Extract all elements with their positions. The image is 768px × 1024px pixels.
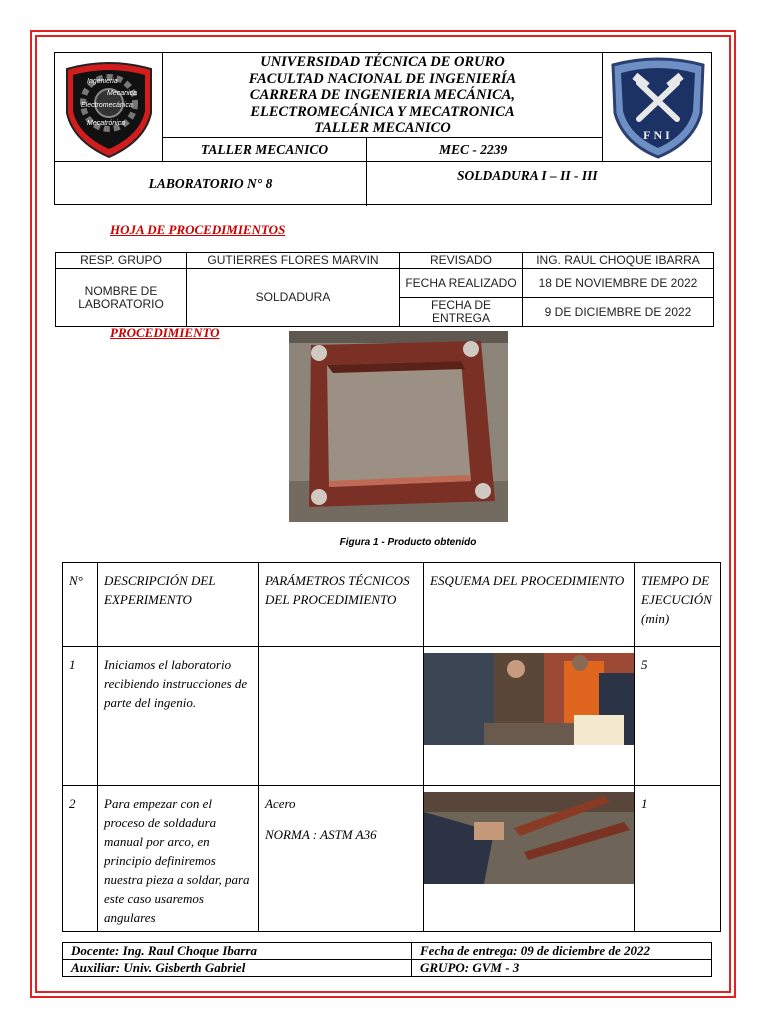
procedure-table bbox=[62, 562, 721, 932]
faculty-shield-logo bbox=[55, 53, 163, 161]
title-line-3: CARRERA DE INGENIERIA MECÁNICA, bbox=[249, 87, 516, 103]
fecha-entrega-value: 9 DE DICIEMBRE DE 2022 bbox=[523, 298, 714, 327]
table-row bbox=[63, 786, 721, 932]
footer-auxiliar: Auxiliar: Univ. Gisberth Gabriel bbox=[63, 960, 412, 977]
footer-docente: Docente: Ing. Raul Choque Ibarra bbox=[63, 943, 412, 960]
revisado-value: ING. RAUL CHOQUE IBARRA bbox=[523, 253, 714, 269]
footer-fecha-entrega: Fecha de entrega: 09 de diciembre de 2022 bbox=[412, 943, 712, 960]
row-2-params bbox=[259, 786, 424, 932]
lab-topic: SOLDADURA I – II - III bbox=[457, 168, 598, 183]
row-1-num: 1 bbox=[63, 647, 98, 786]
resp-label: RESP. GRUPO bbox=[56, 253, 187, 269]
university-title bbox=[163, 53, 602, 137]
title-line-2: FACULTAD NACIONAL DE INGENIERÍA bbox=[248, 70, 517, 87]
procedimiento-title: PROCEDIMIENTO bbox=[110, 325, 220, 340]
row-1-scheme bbox=[424, 647, 635, 786]
footer-grupo: GRUPO: GVM - 3 bbox=[412, 960, 712, 977]
row-2-time: 1 bbox=[635, 786, 721, 932]
lab-name-label: NOMBRE DE LABORATORIO bbox=[56, 269, 187, 327]
logo-text-mecatronica: Mecatrónica bbox=[87, 120, 126, 127]
row-1-desc: Iniciamos el laboratorio recibiendo instrucciones de parte del ingenio. bbox=[98, 647, 259, 786]
row-2-desc: Para empezar con el proceso de soldadura manual por arco, en principio definiremos nuestra pieza a soldar, para este caso usaremos angulares bbox=[98, 786, 259, 932]
header-params: PARÁMETROS TÉCNICOS DEL PROCEDIMIENTO bbox=[259, 563, 424, 647]
procedures-title: HOJA DE PROCEDIMIENTOS bbox=[110, 222, 286, 237]
resp-value: GUTIERRES FLORES MARVIN bbox=[187, 253, 400, 269]
title-line-5: TALLER MECANICO bbox=[314, 120, 451, 136]
left-logo-cell bbox=[55, 53, 163, 161]
logo-text-electromecanica: Electromecánica bbox=[81, 102, 133, 109]
table-row bbox=[63, 647, 721, 786]
header-scheme: ESQUEMA DEL PROCEDIMIENTO bbox=[424, 563, 635, 647]
fni-shield-logo bbox=[603, 53, 713, 161]
welded-frame-image bbox=[289, 331, 508, 522]
title-line-1: UNIVERSIDAD TÉCNICA DE ORURO bbox=[260, 54, 505, 70]
row-2-scheme bbox=[424, 786, 635, 932]
row-1-photo bbox=[424, 653, 634, 745]
subject-row bbox=[163, 137, 602, 161]
lab-row bbox=[55, 161, 712, 205]
row-2-param-2: NORMA : ASTM A36 bbox=[265, 827, 377, 842]
subject-name: TALLER MECANICO bbox=[163, 138, 367, 162]
header-num: N° bbox=[63, 563, 98, 647]
row-1-time: 5 bbox=[635, 647, 721, 786]
row-1-params bbox=[259, 647, 424, 786]
revisado-label: REVISADO bbox=[400, 253, 523, 269]
logo-text-mecanica: Mecanica bbox=[107, 90, 137, 97]
lab-number: LABORATORIO N° 8 bbox=[55, 162, 367, 206]
fecha-realizado-label: FECHA REALIZADO bbox=[400, 269, 523, 298]
fecha-realizado-value: 18 DE NOVIEMBRE DE 2022 bbox=[523, 269, 714, 298]
row-2-num: 2 bbox=[63, 786, 98, 932]
figure-caption: Figura 1 - Producto obtenido bbox=[339, 537, 477, 548]
row-2-param-1: Acero bbox=[265, 796, 296, 811]
title-line-4: ELECTROMECÁNICA Y MECATRONICA bbox=[250, 103, 515, 120]
row-2-photo bbox=[424, 792, 634, 884]
lab-name-value: SOLDADURA bbox=[187, 269, 400, 327]
subject-code: MEC - 2239 bbox=[439, 142, 508, 157]
logo-text-ingenieria: Ingenieria bbox=[87, 78, 118, 85]
header-time: TIEMPO DE EJECUCIÓN (min) bbox=[635, 563, 721, 647]
fni-logo-text: FNI bbox=[643, 128, 673, 142]
product-photo bbox=[289, 331, 508, 522]
fecha-entrega-label: FECHA DE ENTREGA bbox=[400, 298, 523, 327]
right-logo-cell bbox=[602, 53, 712, 161]
footer-table bbox=[62, 942, 712, 977]
header-desc: DESCRIPCIÓN DEL EXPERIMENTO bbox=[98, 563, 259, 647]
header-block bbox=[54, 52, 712, 205]
info-table bbox=[55, 252, 714, 327]
